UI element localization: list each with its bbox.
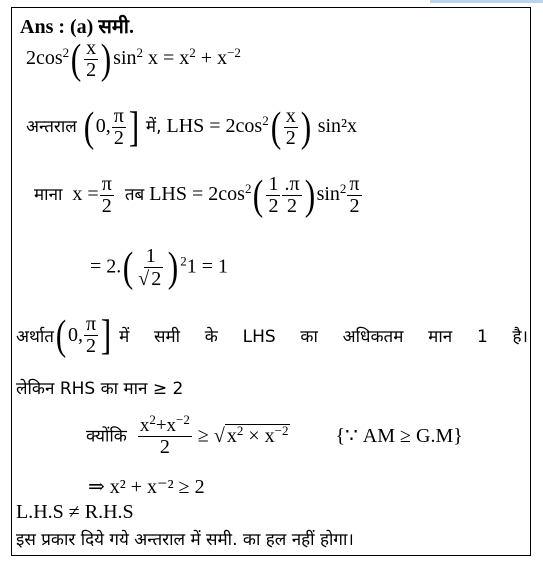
conclusion-max-line: अर्थात ( 0, $\frac{\pi}{2}$ ] में समी के LHS का अधिकतम मान 1 है। <box>16 312 528 359</box>
solution-box <box>11 7 531 556</box>
rhs-line: लेकिन RHS का मान ≥ 2 <box>16 379 184 399</box>
top-accent-bar <box>430 0 543 3</box>
lhs-neq-line: L.H.S ≠ R.H.S <box>16 501 134 523</box>
interval-line: अन्तराल (0, $\frac{\pi}{2}$ ] में, LHS = $2\cos^2$( $\frac{x}{2}$ ) sin²x <box>26 104 358 151</box>
because-line: क्योंकि $\frac{x^2+x^{-2}}{2}$ ≥ √ $x^2 \times x^{-2}$ {∵ AM ≥ G.M} <box>86 411 463 458</box>
assume-line: माना x = $\frac{\pi}{2}$ तब LHS = $2\cos^2$( $\frac{1}{2}$ $\frac{.\pi}{2}$ )$\sin^2$ $\frac{\pi}{2}$ <box>34 172 360 219</box>
answer-label: Ans : (a) समी. <box>20 16 134 38</box>
result-line: = 2.( $\frac{1}{√ 2}$ ) $^2$1 = 1 <box>90 244 229 291</box>
implies-line: ⇒ x² + x⁻² ≥ 2 <box>88 476 205 498</box>
equation-main: $2\cos^2$( $\frac{x}{2}$ )$\sin^2$ $x = x^2 + x^{-2}$ <box>26 36 241 83</box>
final-conclusion: इस प्रकार दिये गये अन्तराल में समी. का हल नहीं होगा। <box>16 530 354 550</box>
